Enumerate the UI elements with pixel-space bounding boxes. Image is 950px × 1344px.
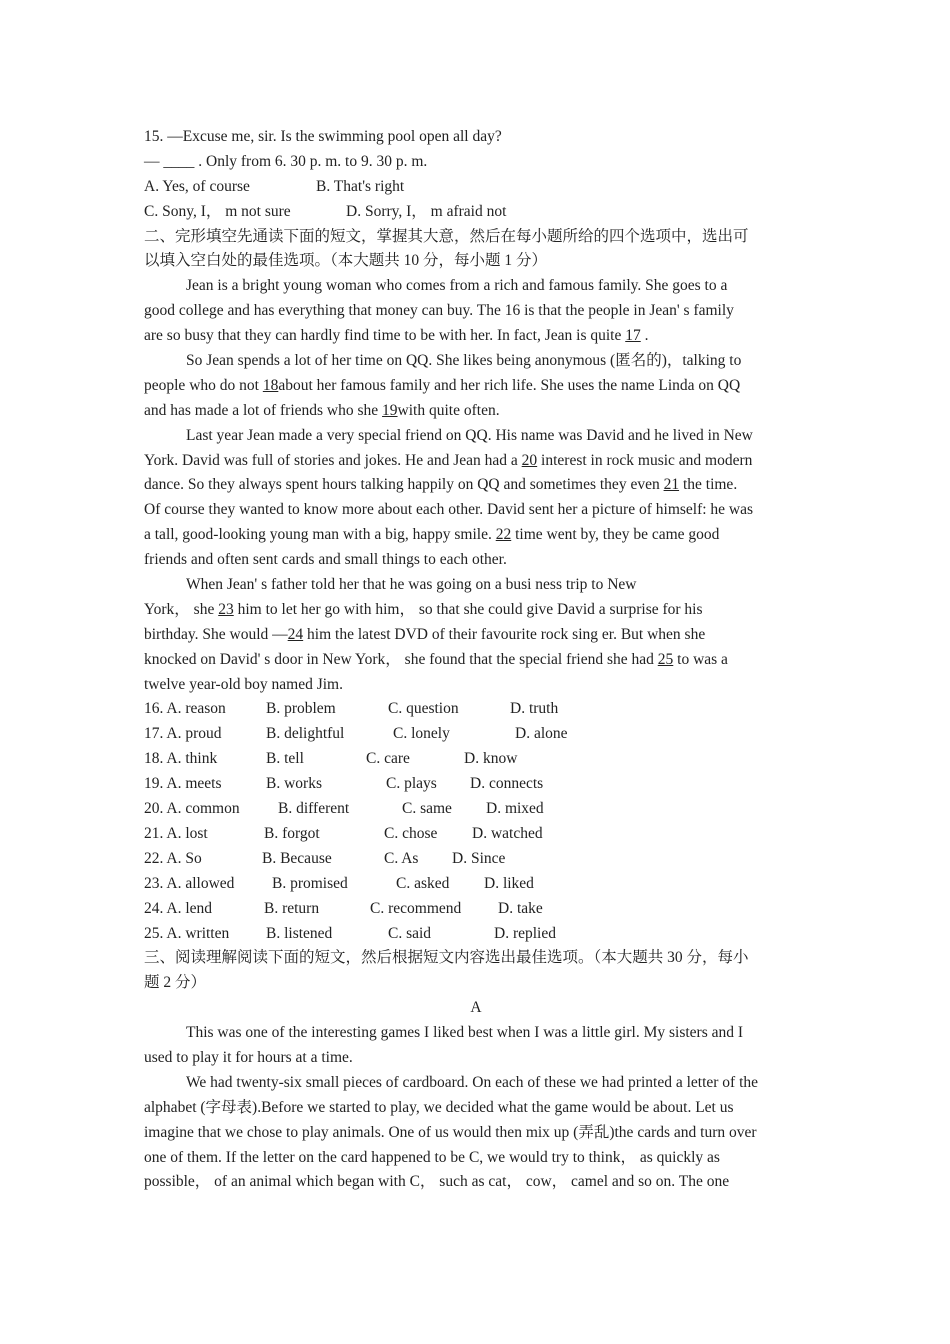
option-row: [144, 922, 808, 947]
option-a: 21. A. lost: [144, 824, 208, 842]
q15-stem: 15. —Excuse me, sir. Is the swimming pool open all day?: [144, 128, 502, 145]
text-run: about her famous family and her rich life. She uses the name Linda on QQ: [278, 376, 741, 394]
option-d: D. take: [498, 899, 543, 917]
passage-line: [144, 449, 808, 474]
section2-heading-cont: 以填入空白处的最佳选项。（本大题共 10 分，每小题 1 分）: [144, 252, 548, 270]
option-d: D. truth: [510, 700, 559, 718]
passage-line: We had twenty-six small pieces of cardboard. On each of these we had printed a letter of the: [186, 1073, 759, 1091]
option-c: C. said: [388, 924, 432, 942]
passage-line: [144, 648, 808, 673]
text-run: birthday. She would —: [144, 625, 288, 643]
option-c: C. question: [388, 700, 459, 718]
passage-line: one of them. If the letter on the card happened to be C, we would try to think， as quickly as: [144, 1148, 720, 1166]
option-d: D. Since: [452, 849, 506, 867]
option-d: D. know: [464, 750, 518, 768]
option-b: B. promised: [272, 874, 348, 892]
passage-line: [144, 324, 808, 349]
option-b: B. works: [266, 775, 322, 793]
option-d: D. connects: [470, 775, 544, 793]
text-run: York. David was full of stories and jokes. He and Jean had a: [144, 451, 522, 469]
option-b: B. delightful: [266, 725, 345, 743]
option-a: 25. A. written: [144, 924, 230, 942]
q15-options-row1: [144, 175, 808, 200]
text-run: him the latest DVD of their favourite rock sing er. But when she: [303, 625, 706, 643]
option-row: [144, 797, 808, 822]
option-d: D. mixed: [486, 800, 544, 818]
option-a: 17. A. proud: [144, 725, 222, 743]
passage-line: Jean is a bright young woman who comes from a rich and famous family. She goes to a: [186, 277, 728, 295]
option-c: C. same: [402, 800, 452, 818]
passage-line: [144, 598, 808, 623]
q15-option-d: D. Sorry, I， m afraid not: [346, 202, 507, 220]
passage-line: possible， of an animal which began with C， such as cat， cow， camel and so on. The one: [144, 1173, 730, 1191]
cloze-options-list: [144, 697, 808, 946]
passage-line: This was one of the interesting games I liked best when I was a little girl. My sisters and I: [186, 1024, 744, 1042]
text-run: people who do not: [144, 376, 263, 394]
passage-line: [144, 523, 808, 548]
option-a: 16. A. reason: [144, 700, 226, 718]
option-b: B. different: [278, 800, 350, 818]
passage-line: [144, 473, 808, 498]
option-c: C. lonely: [393, 725, 450, 743]
passage-line: imagine that we chose to play animals. One of us would then mix up (弄乱)the cards and turn over: [144, 1123, 757, 1141]
text-run: him to let her go with him， so that she could give David a surprise for his: [233, 600, 703, 618]
option-row: [144, 847, 808, 872]
passage-line: friends and often sent cards and small things to each other.: [144, 551, 507, 569]
text-run: York， she: [144, 600, 219, 618]
passage-line: [144, 399, 808, 424]
option-c: C. asked: [396, 874, 450, 892]
option-b: B. Because: [262, 849, 332, 867]
passage-line: [144, 623, 808, 648]
text-run: dance. So they always spent hours talking happily on QQ and sometimes they even: [144, 476, 664, 494]
text-run: to was a: [673, 650, 728, 668]
option-a: 24. A. lend: [144, 899, 213, 917]
option-a: 23. A. allowed: [144, 874, 235, 892]
q15-options-row2: [144, 200, 808, 225]
blank-19: 19: [382, 401, 398, 419]
blank-22: 22: [495, 526, 512, 544]
option-b: B. listened: [266, 924, 333, 942]
option-row: [144, 872, 808, 897]
option-row: [144, 772, 808, 797]
passage-line: So Jean spends a lot of her time on QQ. She likes being anonymous (匿名的)，talking to: [186, 352, 742, 370]
text-run: a tall, good-looking young man with a big, happy smile.: [144, 526, 496, 544]
blank-23: 23: [218, 600, 234, 618]
option-b: B. forgot: [264, 824, 320, 842]
option-d: D. replied: [494, 924, 556, 942]
blank-20: 20: [521, 451, 538, 469]
option-d: D. liked: [484, 874, 534, 892]
section2-heading: 二、完形填空先通读下面的短文，掌握其大意，然后在每小题所给的四个选项中，选出可: [144, 227, 749, 245]
option-c: C. chose: [384, 824, 438, 842]
option-row: [144, 822, 808, 847]
q15-option-a: A. Yes, of course: [144, 177, 250, 195]
q15-option-b: B. That's right: [316, 177, 405, 195]
document-page: [144, 125, 808, 1195]
passage-line: good college and has everything that money can buy. The 16 is that the people in Jean' s family: [144, 302, 734, 320]
passage-label: A: [470, 999, 482, 1017]
passage-line: used to play it for hours at a time.: [144, 1048, 353, 1066]
text-run: time went by, they be came good: [511, 526, 720, 544]
blank-18: 18: [262, 376, 279, 394]
passage-line: twelve year-old boy named Jim.: [144, 675, 343, 693]
text-run: knocked on David' s door in New York， she found that the special friend she had: [144, 650, 658, 668]
option-c: C. As: [384, 849, 419, 867]
passage-line: [144, 374, 808, 399]
text-run: interest in rock music and modern: [537, 451, 753, 469]
section3-heading-cont: 题 2 分）: [144, 974, 207, 992]
passage-line: When Jean' s father told her that he was going on a busi ness trip to New: [186, 576, 637, 594]
option-row: [144, 697, 808, 722]
option-c: C. plays: [386, 775, 437, 793]
option-b: B. problem: [266, 700, 336, 718]
text-run: and has made a lot of friends who she: [144, 401, 383, 419]
blank-24: 24: [287, 625, 304, 643]
option-d: D. watched: [472, 824, 543, 842]
option-a: 22. A. So: [144, 849, 202, 867]
option-d: D. alone: [515, 725, 568, 743]
passage-line: alphabet (字母表).Before we started to play, we decided what the game would be about. Let us: [144, 1098, 734, 1116]
passage-line: Of course they wanted to know more about each other. David sent her a picture of himself: he was: [144, 501, 754, 519]
blank-17: 17: [625, 327, 641, 345]
blank-21: 21: [663, 476, 680, 494]
option-b: B. return: [264, 899, 320, 917]
option-b: B. tell: [266, 750, 304, 768]
option-row: [144, 897, 808, 922]
text-run: .: [640, 327, 649, 345]
text-run: the time.: [679, 476, 738, 494]
q15-option-c: C. Sony, I， m not sure: [144, 202, 291, 220]
option-a: 19. A. meets: [144, 775, 222, 793]
option-a: 20. A. common: [144, 800, 240, 818]
blank-25: 25: [657, 650, 674, 668]
option-a: 18. A. think: [144, 750, 218, 768]
option-row: [144, 747, 808, 772]
q15-reply: — ____ . Only from 6. 30 p. m. to 9. 30 p. m.: [144, 152, 428, 170]
option-c: C. care: [366, 750, 410, 768]
text-run: are so busy that they can hardly find time to be with her. In fact, Jean is quite: [144, 327, 626, 345]
option-c: C. recommend: [370, 899, 462, 917]
option-row: [144, 722, 808, 747]
section3-heading: 三、阅读理解阅读下面的短文，然后根据短文内容选出最佳选项。（本大题共 30 分，每小: [144, 949, 749, 967]
text-run: with quite often.: [397, 401, 500, 419]
passage-line: Last year Jean made a very special friend on QQ. His name was David and he lived in New: [186, 426, 753, 444]
